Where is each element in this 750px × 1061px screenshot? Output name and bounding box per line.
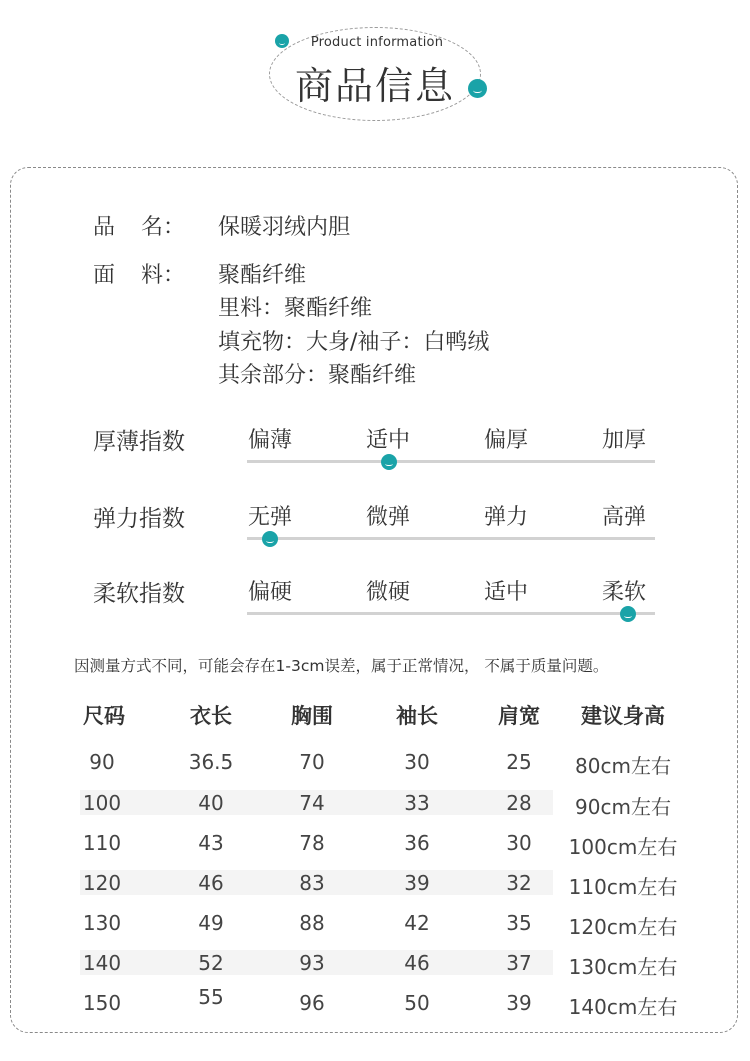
softness-index-label: 柔软指数 [93, 581, 185, 607]
table-cell: 52 [198, 951, 224, 975]
name-key: 品 名： [93, 215, 186, 240]
table-cell: 80cm左右 [575, 754, 671, 778]
table-cell: 120 [82, 871, 122, 895]
softness-option: 适中 [483, 580, 528, 605]
elasticity-option: 微弹 [365, 505, 410, 530]
table-cell: 130 [82, 911, 122, 935]
table-cell: 49 [198, 911, 224, 935]
table-cell: 25 [506, 750, 532, 774]
table-cell: 43 [198, 831, 224, 855]
smiley-dot-icon [275, 34, 289, 48]
thickness-option: 偏薄 [247, 428, 292, 453]
table-cell: 130cm左右 [568, 955, 678, 979]
table-cell: 40 [198, 791, 224, 815]
header-subtitle: Product information [310, 35, 444, 50]
fabric-line: 填充物：大身/袖子：白鸭绒 [218, 330, 490, 355]
softness-option: 偏硬 [247, 580, 292, 605]
table-cell: 110cm左右 [568, 875, 678, 899]
table-cell: 140cm左右 [568, 995, 678, 1019]
table-header-sleeve: 袖长 [396, 704, 438, 728]
softness-scale-track [247, 612, 655, 615]
table-cell: 90cm左右 [575, 795, 671, 819]
table-cell: 83 [299, 871, 325, 895]
thickness-option: 加厚 [601, 428, 646, 453]
table-cell: 39 [506, 991, 532, 1015]
table-cell: 50 [404, 991, 430, 1015]
elasticity-option: 高弹 [601, 505, 646, 530]
thickness-scale-track [247, 460, 655, 463]
table-cell: 96 [299, 991, 325, 1015]
name-value: 保暖羽绒内胆 [218, 215, 351, 240]
table-header-shoulder: 肩宽 [498, 704, 540, 728]
table-cell: 32 [506, 871, 532, 895]
table-cell: 35 [506, 911, 532, 935]
table-cell: 42 [404, 911, 430, 935]
table-cell: 37 [506, 951, 532, 975]
table-cell: 30 [404, 750, 430, 774]
table-cell: 55 [198, 985, 224, 1009]
fabric-key: 面 料： [93, 263, 186, 288]
fabric-line: 其余部分：聚酯纤维 [218, 363, 417, 388]
table-cell: 39 [404, 871, 430, 895]
page-title: 商品信息 [294, 64, 455, 108]
softness-option: 柔软 [601, 580, 646, 605]
table-cell: 46 [198, 871, 224, 895]
thickness-indicator-dot-icon [381, 454, 397, 470]
table-header-chest: 胸围 [291, 704, 333, 728]
softness-option: 微硬 [365, 580, 410, 605]
table-cell: 74 [299, 791, 325, 815]
smiley-dot-icon [468, 79, 487, 98]
table-header-size: 尺码 [83, 704, 125, 728]
thickness-option: 偏厚 [483, 428, 528, 453]
table-cell: 36.5 [188, 750, 234, 774]
table-header-height: 建议身高 [581, 704, 665, 728]
elasticity-scale-track [247, 537, 655, 540]
elasticity-option: 无弹 [247, 505, 292, 530]
table-cell: 30 [506, 831, 532, 855]
table-cell: 90 [89, 750, 115, 774]
softness-indicator-dot-icon [620, 606, 636, 622]
elasticity-index-label: 弹力指数 [93, 506, 185, 532]
table-cell: 140 [82, 951, 122, 975]
table-cell: 78 [299, 831, 325, 855]
table-cell: 93 [299, 951, 325, 975]
table-cell: 100cm左右 [568, 835, 678, 859]
fabric-line: 里料：聚酯纤维 [218, 296, 373, 321]
table-cell: 33 [404, 791, 430, 815]
thickness-option: 适中 [365, 428, 410, 453]
thickness-index-label: 厚薄指数 [93, 429, 185, 455]
table-cell: 70 [299, 750, 325, 774]
table-cell: 36 [404, 831, 430, 855]
table-cell: 110 [82, 831, 122, 855]
table-cell: 150 [82, 991, 122, 1015]
table-cell: 88 [299, 911, 325, 935]
table-cell: 46 [404, 951, 430, 975]
table-cell: 28 [506, 791, 532, 815]
elasticity-indicator-dot-icon [262, 531, 278, 547]
measurement-note: 因测量方式不同，可能会存在1-3cm误差，属于正常情况， 不属于质量问题。 [74, 657, 609, 675]
table-cell: 120cm左右 [568, 915, 678, 939]
fabric-line: 聚酯纤维 [218, 263, 307, 288]
elasticity-option: 弹力 [483, 505, 528, 530]
table-header-length: 衣长 [190, 704, 232, 728]
table-cell: 100 [82, 791, 122, 815]
